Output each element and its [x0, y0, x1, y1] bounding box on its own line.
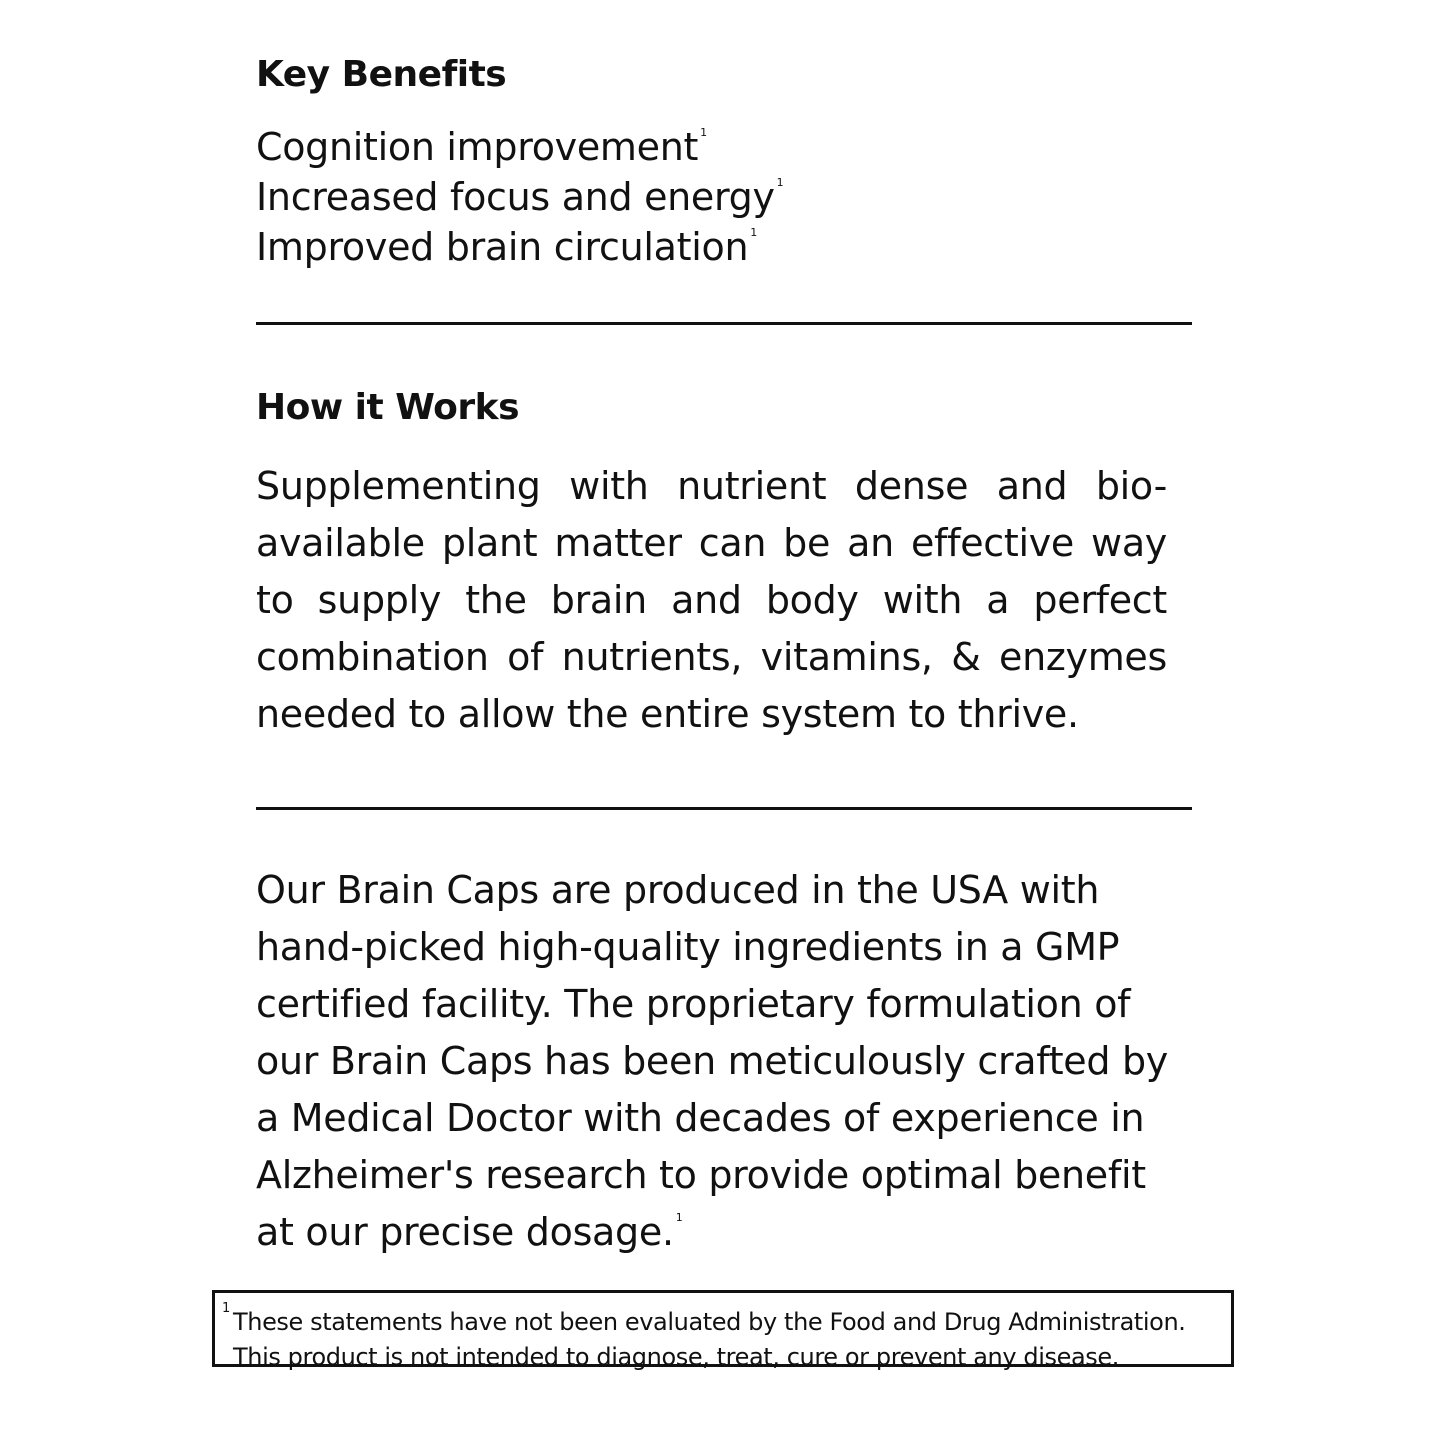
- list-item: [256, 122, 783, 172]
- footnote-marker: 1: [750, 226, 757, 239]
- list-item: [256, 172, 783, 222]
- divider: [256, 807, 1192, 810]
- benefits-list: [256, 122, 783, 272]
- footnote-marker: 1: [700, 126, 707, 139]
- brain-caps-paragraph: [256, 862, 1171, 1261]
- how-it-works-heading: How it Works: [256, 387, 520, 428]
- disclaimer-line-1: These statements have not been evaluated by the Food and Drug Administration.: [233, 1308, 1186, 1336]
- benefit-text: Cognition improvement: [256, 125, 699, 169]
- fda-disclaimer-box: [212, 1290, 1234, 1371]
- footnote-marker: 1: [675, 1211, 683, 1224]
- divider: [256, 322, 1192, 325]
- benefit-text: Increased focus and energy: [256, 175, 775, 219]
- key-benefits-heading: Key Benefits: [256, 54, 507, 95]
- how-it-works-paragraph: Supplementing with nutrient dense and bio-available plant matter can be an effective way to supply the brain and body with a perfect combination of nutrients, vitamins, & enzymes needed to allow the entire system to thrive.: [256, 464, 1167, 736]
- brain-caps-text: Our Brain Caps are produced in the USA with hand-picked high-quality ingredients in a GMP certified facility. The proprietary formulation of our Brain Caps has been meticulously crafted by a Medical Doctor with decades of experience in Alzheimer's research to provide optimal benefit at our precise dosage.: [256, 868, 1168, 1254]
- benefit-text: Improved brain circulation: [256, 225, 749, 269]
- list-item: [256, 222, 783, 272]
- disclaimer-line-2: This product is not intended to diagnose, treat, cure or prevent any disease.: [233, 1343, 1119, 1371]
- footnote-marker: 1: [222, 1301, 231, 1316]
- footnote-marker: 1: [776, 176, 784, 189]
